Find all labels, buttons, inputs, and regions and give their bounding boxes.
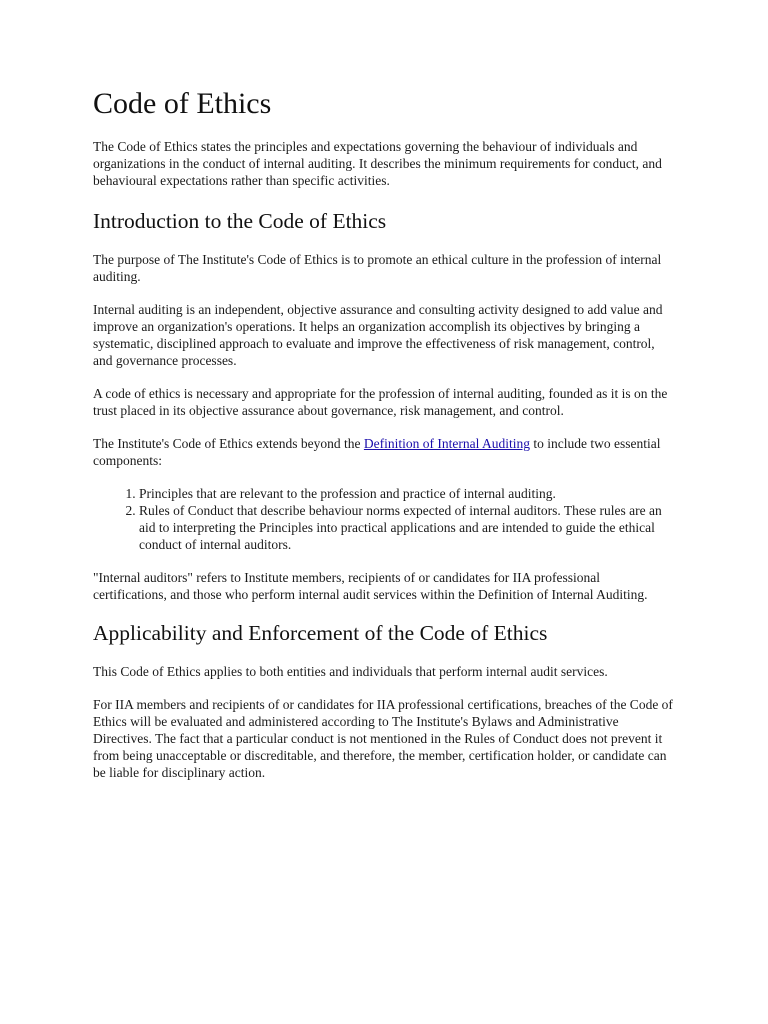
section-heading-introduction: Introduction to the Code of Ethics: [93, 209, 387, 233]
paragraph-internal-auditors: "Internal auditors" refers to Institute members, recipients of or candidates for IIA professional certifications, and those who perform internal audit services within the Definition of Internal Auditing.: [93, 570, 648, 602]
list-item-rules-of-conduct: 2. Rules of Conduct that describe behaviour norms expected of internal auditors. These rules are an aid to interpreting the Principles into practical applications and are intended to guide the ethical conduct of internal auditors.: [139, 502, 673, 553]
list-item-principles: 1. Principles that are relevant to the profession and practice of internal auditing.: [139, 485, 673, 502]
page-title: Code of Ethics: [93, 87, 272, 120]
paragraph-applicability: This Code of Ethics applies to both entities and individuals that perform internal audit services.: [93, 664, 608, 679]
components-text-after: to include two essential components:: [93, 436, 661, 468]
section-heading-applicability: Applicability and Enforcement of the Code of Ethics: [93, 621, 548, 645]
paragraph-definition: Internal auditing is an independent, objective assurance and consulting activity designed to add value and improve an organization's operations. It helps an organization accomplish its objectives by bringing a systematic, disciplined approach to evaluate and improve the effectiveness of risk management, control, and governance processes.: [93, 302, 663, 368]
components-text-before: The Institute's Code of Ethics extends beyond the: [93, 436, 364, 451]
definition-of-internal-auditing-link[interactable]: Definition of Internal Auditing: [363, 436, 530, 451]
intro-paragraph: The Code of Ethics states the principles and expectations governing the behaviour of individuals and organizations in the conduct of internal auditing. It describes the minimum requirements for conduct, and behavioural expectations rather than specific activities.: [93, 139, 662, 188]
paragraph-enforcement: For IIA members and recipients of or candidates for IIA professional certifications, breaches of the Code of Ethics will be evaluated and administered according to The Institute's Bylaws and Administrative Directives. The fact that a particular conduct is not mentioned in the Rules of Conduct does not prevent it from being unacceptable or discreditable, and therefore, the member, certification holder, or candidate can be liable for disciplinary action.: [93, 697, 673, 780]
paragraph-necessity: A code of ethics is necessary and appropriate for the profession of internal auditing, founded as it is on the trust placed in its objective assurance about governance, risk management, and control.: [93, 386, 668, 418]
components-list: [93, 485, 673, 553]
paragraph-purpose: The purpose of The Institute's Code of Ethics is to promote an ethical culture in the profession of internal auditing.: [93, 252, 662, 284]
document-page: [93, 84, 673, 797]
paragraph-components: [93, 435, 673, 469]
